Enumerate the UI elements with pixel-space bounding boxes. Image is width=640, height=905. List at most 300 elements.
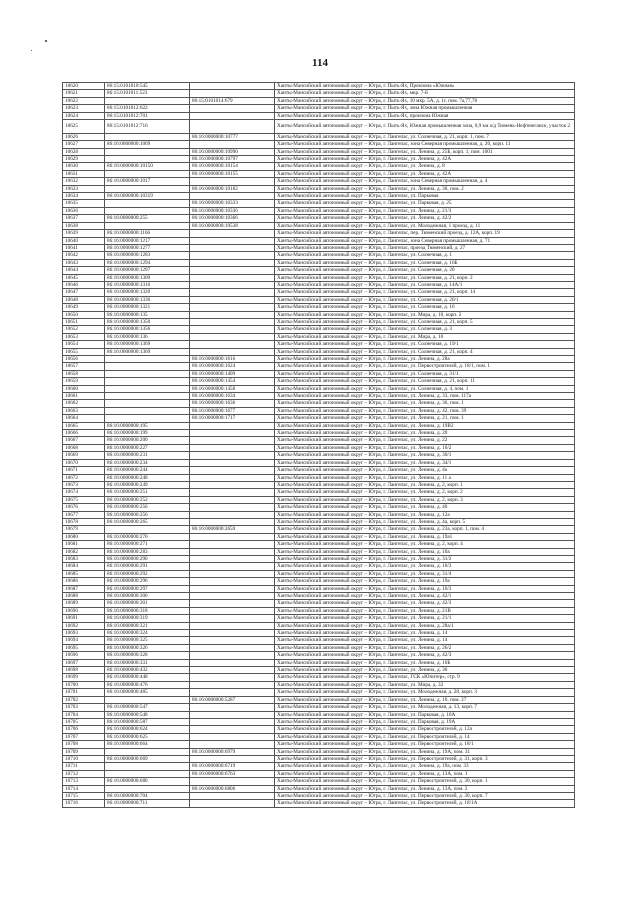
- cadastral-number-premises: [190, 711, 275, 718]
- table-row: [63, 281, 575, 288]
- row-number: 10694: [63, 637, 105, 644]
- address-cell: Ханты-Мансийский автономный округ – Югра, г. Лангепас, ул. Ленина, д. 13А, пом. 2: [275, 785, 575, 792]
- address-cell: Ханты-Мансийский автономный округ – Югра, г. Лангепас, ул. Ленина, д. 21/3: [275, 207, 575, 214]
- table-row: [63, 185, 575, 192]
- address-cell: Ханты-Мансийский автономный округ – Югра, г. Лангепас, ул. Ленина, д. 13А, пом. 1: [275, 770, 575, 777]
- cadastral-number-parcel: 86:16:0000000:1336: [105, 296, 190, 303]
- table-row: [63, 200, 575, 207]
- cadastral-number-premises: 86:16:0000000:1409: [190, 370, 275, 377]
- cadastral-number-parcel: 86:16:0000000:249: [105, 481, 190, 488]
- table-row: [63, 681, 575, 688]
- address-cell: Ханты-Мансийский автономный округ – Югра, г. Пыть-Ях, промзона Южная: [275, 112, 575, 119]
- address-cell: Ханты-Мансийский автономный округ – Югра, г. Лангепас, ул. Первостроителей, д. 30, корп. 7: [275, 792, 575, 799]
- row-number: 10705: [63, 718, 105, 725]
- table-row: [63, 97, 575, 104]
- table-row: [63, 630, 575, 637]
- row-number: 10682: [63, 548, 105, 555]
- address-cell: Ханты-Мансийский автономный округ – Югра, г. Лангепас, зона Северная промышленная, д. 71: [275, 237, 575, 244]
- cadastral-number-premises: 86:16:0000000:10155: [190, 170, 275, 177]
- cadastral-number-premises: [190, 348, 275, 355]
- row-number: 10652: [63, 326, 105, 333]
- table-row: [63, 296, 575, 303]
- address-cell: Ханты-Мансийский автономный округ – Югра, г. Лангепас, ул. Солнечная, д. 20/1: [275, 296, 575, 303]
- cadastral-number-premises: 86:16:0000000:10336: [190, 207, 275, 214]
- cadastral-number-parcel: 86:16:0000000:1320: [105, 289, 190, 296]
- table-row: [63, 792, 575, 799]
- cadastral-number-premises: [190, 622, 275, 629]
- address-cell: Ханты-Мансийский автономный округ – Югра, г. Лангепас, ул. Ленина, д. 19а: [275, 578, 575, 585]
- cadastral-number-premises: [190, 667, 275, 674]
- address-cell: Ханты-Мансийский автономный округ – Югра, г. Лангепас, ул. Ленина, д. 42А: [275, 170, 575, 177]
- row-number: 10634: [63, 193, 105, 200]
- cadastral-number-premises: [190, 244, 275, 251]
- table-row: [63, 541, 575, 548]
- table-row: [63, 252, 575, 259]
- row-number: 10655: [63, 348, 105, 355]
- row-number: 10667: [63, 437, 105, 444]
- cadastral-number-parcel: [105, 363, 190, 370]
- cadastral-number-premises: 86:16:0000000:1458: [190, 385, 275, 392]
- table-row: [63, 311, 575, 318]
- address-cell: Ханты-Мансийский автономный округ – Югра, г. Лангепас, ул. Парковая, д. 19А: [275, 718, 575, 725]
- cadastral-number-parcel: 86:16:0000000:1316: [105, 281, 190, 288]
- address-cell: Ханты-Мансийский автономный округ – Югра, г. Лангепас, ул. Ленина, д. 19а, пом. 33: [275, 763, 575, 770]
- cadastral-number-premises: [190, 659, 275, 666]
- table-row: [63, 193, 575, 200]
- cadastral-number-parcel: 86:16:0000000:1356: [105, 326, 190, 333]
- row-number: 10698: [63, 667, 105, 674]
- row-number: 10716: [63, 800, 105, 807]
- cadastral-number-premises: [190, 555, 275, 562]
- table-row: [63, 489, 575, 496]
- cadastral-number-parcel: 86:16:0000000:680: [105, 778, 190, 785]
- table-row: [63, 407, 575, 414]
- row-number: 10707: [63, 733, 105, 740]
- table-row: [63, 800, 575, 807]
- row-number: 10689: [63, 600, 105, 607]
- address-cell: Ханты-Мансийский автономный округ – Югра, г. Лангепас, ул. Солнечная, д. 21, корп. 4: [275, 348, 575, 355]
- cadastral-number-premises: [190, 496, 275, 503]
- table-row: [63, 244, 575, 251]
- cadastral-number-parcel: 86:16:0000000:318: [105, 607, 190, 614]
- table-row: [63, 578, 575, 585]
- row-number: 10704: [63, 711, 105, 718]
- row-number: 10715: [63, 792, 105, 799]
- cadastral-number-parcel: 86:16:0000000:265: [105, 518, 190, 525]
- address-cell: Ханты-Мансийский автономный округ – Югра, г. Пыть-Ях, Промзона «Южная»: [275, 83, 575, 90]
- row-number: 10628: [63, 148, 105, 155]
- cadastral-number-parcel: [105, 148, 190, 155]
- table-row: [63, 637, 575, 644]
- cadastral-number-parcel: [105, 400, 190, 407]
- row-number: 10669: [63, 452, 105, 459]
- address-cell: Ханты-Мансийский автономный округ – Югра, г. Лангепас, ул. Ленина, д. 10/3: [275, 585, 575, 592]
- table-row: [63, 163, 575, 170]
- cadastral-number-parcel: [105, 97, 190, 104]
- row-number: 10620: [63, 83, 105, 90]
- row-number: 10622: [63, 97, 105, 104]
- cadastral-number-premises: [190, 318, 275, 325]
- row-number: 10647: [63, 289, 105, 296]
- row-number: 10678: [63, 518, 105, 525]
- cadastral-number-parcel: 86:16:0000000:1283: [105, 252, 190, 259]
- row-number: 10713: [63, 778, 105, 785]
- address-cell: Ханты-Мансийский автономный округ – Югра, г. Лангепас, ул. Первостроителей, д. 18/1, пом. 1: [275, 363, 575, 370]
- cadastral-number-premises: 86:16:0000000:1616: [190, 356, 275, 363]
- address-cell: Ханты-Мансийский автономный округ – Югра, г. Лангепас, ул. Парковая: [275, 193, 575, 200]
- address-cell: Ханты-Мансийский автономный округ – Югра, г. Лангепас, ул. Первостроителей, д. 30, корп. 1: [275, 778, 575, 785]
- table-row: [63, 222, 575, 229]
- cadastral-number-parcel: [105, 185, 190, 192]
- cadastral-number-parcel: 86:16:0000000:485: [105, 689, 190, 696]
- address-cell: Ханты-Мансийский автономный округ – Югра, г. Лангепас, ул. Первостроителей, д. 31, корп. 3: [275, 755, 575, 762]
- cadastral-number-parcel: 86:16:0000000:669: [105, 755, 190, 762]
- cadastral-number-parcel: 86:16:0000000:10319: [105, 193, 190, 200]
- row-number: 10702: [63, 696, 105, 703]
- table-row: [63, 112, 575, 119]
- table-row: [63, 504, 575, 511]
- row-number: 10711: [63, 763, 105, 770]
- row-number: 10665: [63, 422, 105, 429]
- row-number: 10714: [63, 785, 105, 792]
- address-cell: Ханты-Мансийский автономный округ – Югра, г. Лангепас, ул. Ленина, д. 12а: [275, 511, 575, 518]
- cadastral-number-premises: 86:16:0000000:6979: [190, 748, 275, 755]
- row-number: 10621: [63, 90, 105, 97]
- row-number: 10658: [63, 370, 105, 377]
- cadastral-number-parcel: 86:16:0000000:291: [105, 563, 190, 570]
- cadastral-number-parcel: 86:16:0000000:325: [105, 637, 190, 644]
- address-cell: Ханты-Мансийский автономный округ – Югра, г. Лангепас, ул. Солнечная, д. 21, корп. 2: [275, 274, 575, 281]
- cadastral-number-premises: 86:16:0000000:10990: [190, 148, 275, 155]
- address-cell: Ханты-Мансийский автономный округ – Югра, г. Лангепас, ул. Ленина, д. 30/1: [275, 452, 575, 459]
- table-row: [63, 755, 575, 762]
- address-cell: Ханты-Мансийский автономный округ – Югра, г. Лангепас, ул. Ленина, д. 20: [275, 430, 575, 437]
- cadastral-number-premises: [190, 83, 275, 90]
- cadastral-number-parcel: 86:16:0000000:1350: [105, 318, 190, 325]
- address-cell: Ханты-Мансийский автономный округ – Югра, г. Лангепас, пер. Тюменский проезд, д. 12А, корп. 19: [275, 230, 575, 237]
- row-number: 10679: [63, 526, 105, 533]
- cadastral-number-parcel: 86:16:0000000:1166: [105, 230, 190, 237]
- address-cell: Ханты-Мансийский автономный округ – Югра, г. Лангепас, ул. Ленина, д. 26/2: [275, 644, 575, 651]
- cadastral-number-premises: 86:16:0000000:1636: [190, 400, 275, 407]
- address-cell: Ханты-Мансийский автономный округ – Югра, г. Лангепас, ул. Ленина, д. 4а, корп. 5: [275, 518, 575, 525]
- cadastral-number-parcel: [105, 370, 190, 377]
- cadastral-number-parcel: 86:16:0000000:248: [105, 474, 190, 481]
- table-row: [63, 148, 575, 155]
- cadastral-number-parcel: [105, 696, 190, 703]
- cadastral-number-parcel: [105, 133, 190, 140]
- address-cell: Ханты-Мансийский автономный округ – Югра, г. Пыть-Ях, Южная промышленная зона, 0,9 км а/д Тюмень-Нефтеюганск, участок 2: [275, 120, 575, 134]
- table-row: [63, 170, 575, 177]
- cadastral-number-premises: [190, 778, 275, 785]
- table-row: [63, 178, 575, 185]
- address-cell: Ханты-Мансийский автономный округ – Югра, г. Лангепас, ул. Молодежная, д. 28, корп. 3: [275, 689, 575, 696]
- table-row: [63, 90, 575, 97]
- cadastral-number-parcel: 86:16:0000000:256: [105, 504, 190, 511]
- cadastral-number-parcel: 86:16:0000000:1297: [105, 267, 190, 274]
- address-cell: Ханты-Мансийский автономный округ – Югра, г. Лангепас, ул. Ленина, д. 10а: [275, 548, 575, 555]
- address-cell: Ханты-Мансийский автономный округ – Югра, г. Лангепас, ул. Ленина, д. 19а1: [275, 533, 575, 540]
- cadastral-number-premises: 86:16:0000000:10182: [190, 185, 275, 192]
- cadastral-number-premises: [190, 193, 275, 200]
- cadastral-number-parcel: 86:16:0000000:135: [105, 311, 190, 318]
- address-cell: Ханты-Мансийский автономный округ – Югра, г. Лангепас, ул. Первостроителей, д. 14: [275, 733, 575, 740]
- address-cell: Ханты-Мансийский автономный округ – Югра, г. Лангепас, зона Северная промышленная, д. 20, корп. 11: [275, 141, 575, 148]
- address-cell: Ханты-Мансийский автономный округ – Югра, г. Лангепас, ул. Ленина, д. 14: [275, 630, 575, 637]
- row-number: 10639: [63, 230, 105, 237]
- address-cell: Ханты-Мансийский автономный округ – Югра, г. Лангепас, ул. Первостроителей, д. 18/1: [275, 741, 575, 748]
- cadastral-number-premises: 86:16:0000000:5287: [190, 696, 275, 703]
- cadastral-number-parcel: [105, 763, 190, 770]
- cadastral-number-premises: [190, 341, 275, 348]
- cadastral-number-premises: 86:16:0000000:6719: [190, 763, 275, 770]
- table-row: [63, 141, 575, 148]
- table-row: [63, 593, 575, 600]
- table-row: [63, 430, 575, 437]
- address-cell: Ханты-Мансийский автономный округ – Югра, г. Пыть-Ях, мкр. 7-й: [275, 90, 575, 97]
- address-cell: Ханты-Мансийский автономный округ – Югра, г. Лангепас, ул. Ленина, д. 28а/1: [275, 622, 575, 629]
- cadastral-number-parcel: 86:16:0000000:1217: [105, 237, 190, 244]
- table-row: [63, 555, 575, 562]
- row-number: 10692: [63, 622, 105, 629]
- address-cell: Ханты-Мансийский автономный округ – Югра, г. Лангепас, ул. Молодежная, д. 13, корп. 7: [275, 704, 575, 711]
- cadastral-number-parcel: 86:16:0000000:587: [105, 718, 190, 725]
- cadastral-number-premises: [190, 437, 275, 444]
- cadastral-number-premises: [190, 733, 275, 740]
- table-row: [63, 622, 575, 629]
- address-cell: Ханты-Мансийский автономный округ – Югра, г. Лангепас, ул. Ленина, д. 31/4: [275, 570, 575, 577]
- address-cell: Ханты-Мансийский автономный округ – Югра, г. Лангепас, ул. Ленина, д. 42/2: [275, 215, 575, 222]
- table-row: [63, 105, 575, 112]
- cadastral-number-premises: [190, 518, 275, 525]
- address-cell: Ханты-Мансийский автономный округ – Югра, г. Лангепас, ул. Ленина, д. 19В2: [275, 422, 575, 429]
- row-number: 10635: [63, 200, 105, 207]
- row-number: 10693: [63, 630, 105, 637]
- row-number: 10674: [63, 489, 105, 496]
- cadastral-number-parcel: 86:15:0101010:545: [105, 83, 190, 90]
- row-number: 10630: [63, 163, 105, 170]
- cadastral-number-premises: [190, 489, 275, 496]
- cadastral-number-premises: [190, 755, 275, 762]
- cadastral-number-parcel: 86:15:0101011:523: [105, 90, 190, 97]
- address-cell: Ханты-Мансийский автономный округ – Югра, г. Лангепас, ул. Ленина, д. 2, корп. 1: [275, 481, 575, 488]
- table-row: [63, 770, 575, 777]
- page-number: 114: [312, 57, 328, 69]
- cadastral-number-premises: [190, 422, 275, 429]
- address-cell: Ханты-Мансийский автономный округ – Югра, г. Лангепас, ул. Ленина, д. 42, пом. 39: [275, 407, 575, 414]
- cadastral-number-premises: 86:15:0101014:679: [190, 97, 275, 104]
- table-row: [63, 644, 575, 651]
- address-cell: Ханты-Мансийский автономный округ – Югра, г. Лангепас, ул. Ленина, д. 21В: [275, 607, 575, 614]
- row-number: 10701: [63, 689, 105, 696]
- address-cell: Ханты-Мансийский автономный округ – Югра, г. Лангепас, ул. Мира, д. 32: [275, 681, 575, 688]
- cadastral-number-parcel: 86:16:0000000:326: [105, 644, 190, 651]
- cadastral-number-premises: [190, 741, 275, 748]
- cadastral-number-parcel: 86:16:0000000:301: [105, 600, 190, 607]
- table-row: [63, 652, 575, 659]
- address-cell: Ханты-Мансийский автономный округ – Югра, г. Лангепас, ул. Мира, д. 10, корп. 2: [275, 311, 575, 318]
- table-row: [63, 459, 575, 466]
- table-row: [63, 526, 575, 533]
- cadastral-number-premises: [190, 112, 275, 119]
- cadastral-number-premises: [190, 630, 275, 637]
- cadastral-number-parcel: 86:16:0000000:227: [105, 444, 190, 451]
- table-row: [63, 748, 575, 755]
- cadastral-number-premises: [190, 326, 275, 333]
- cadastral-number-parcel: 86:16:0000000:252: [105, 496, 190, 503]
- address-cell: Ханты-Мансийский автономный округ – Югра, г. Лангепас, ул. Ленина, д. 31/2: [275, 555, 575, 562]
- address-cell: Ханты-Мансийский автономный округ – Югра, г. Лангепас, ул. Ленина, д. 4а: [275, 467, 575, 474]
- address-cell: Ханты-Мансийский автономный округ – Югра, г. Пыть-Ях, 10 мкр. 5А, д. 1г, пом. 7а,77,78: [275, 97, 575, 104]
- table-row: [63, 207, 575, 214]
- row-number: 10649: [63, 304, 105, 311]
- table-row: [63, 474, 575, 481]
- address-cell: Ханты-Мансийский автономный округ – Югра, г. Лангепас, ул. Ленина, д. 10, пом. 27: [275, 696, 575, 703]
- cadastral-number-parcel: 86:16:0000000:256: [105, 511, 190, 518]
- cadastral-number-parcel: 86:15:0101012:622: [105, 105, 190, 112]
- address-cell: Ханты-Мансийский автономный округ – Югра, г. Лангепас, ул. Солнечная, д. 3: [275, 326, 575, 333]
- address-cell: Ханты-Мансийский автономный округ – Югра, г. Лангепас, ул. Ленина, д. 36, пом. 1: [275, 400, 575, 407]
- cadastral-number-premises: [190, 311, 275, 318]
- address-cell: Ханты-Мансийский автономный округ – Югра, г. Лангепас, зона Северная промышленная, д. 4: [275, 178, 575, 185]
- cadastral-number-parcel: 86:16:0000000:1309: [105, 274, 190, 281]
- cadastral-number-parcel: [105, 415, 190, 422]
- row-number: 10662: [63, 400, 105, 407]
- cadastral-number-parcel: 86:16:0000000:199: [105, 430, 190, 437]
- cadastral-number-parcel: 86:16:0000000:331: [105, 659, 190, 666]
- address-cell: Ханты-Мансийский автономный округ – Югра, г. Лангепас, ул. Ленина, д. 8: [275, 163, 575, 170]
- row-number: 10627: [63, 141, 105, 148]
- cadastral-number-premises: [190, 726, 275, 733]
- table-row: [63, 318, 575, 325]
- address-cell: Ханты-Мансийский автономный округ – Югра, г. Лангепас, ул. Ленина, д. 23а, корп. 1, пом. 4: [275, 526, 575, 533]
- cadastral-number-premises: [190, 237, 275, 244]
- cadastral-number-premises: [190, 511, 275, 518]
- cadastral-number-parcel: 86:16:0000000:255: [105, 215, 190, 222]
- table-row: [63, 230, 575, 237]
- address-cell: Ханты-Мансийский автономный округ – Югра, г. Лангепас, ул. Солнечная, д. 16Б: [275, 259, 575, 266]
- cadastral-number-premises: [190, 570, 275, 577]
- row-number: 10690: [63, 607, 105, 614]
- cadastral-number-premises: 86:16:0000000:1717: [190, 415, 275, 422]
- table-row: [63, 659, 575, 666]
- table-row: [63, 704, 575, 711]
- table-row: [63, 356, 575, 363]
- address-cell: Ханты-Мансийский автономный округ – Югра, г. Лангепас, ул. Солнечная, д. 21, корп. 5: [275, 318, 575, 325]
- row-number: 10642: [63, 252, 105, 259]
- address-cell: Ханты-Мансийский автономный округ – Югра, г. Лангепас, ул. Ленина, д. 10/3: [275, 563, 575, 570]
- row-number: 10626: [63, 133, 105, 140]
- address-cell: Ханты-Мансийский автономный округ – Югра, г. Лангепас, ул. Солнечная, д. 21, корп. 14: [275, 289, 575, 296]
- cadastral-number-parcel: 86:16:0000000:448: [105, 674, 190, 681]
- address-cell: Ханты-Мансийский автономный округ – Югра, г. Лангепас, ул. Ленина, д. 34/1: [275, 459, 575, 466]
- table-row: [63, 733, 575, 740]
- row-number: 10629: [63, 156, 105, 163]
- cadastral-number-parcel: [105, 170, 190, 177]
- cadastral-number-premises: [190, 792, 275, 799]
- row-number: 10640: [63, 237, 105, 244]
- table-row: [63, 741, 575, 748]
- cadastral-number-premises: [190, 105, 275, 112]
- table-row: [63, 267, 575, 274]
- address-cell: Ханты-Мансийский автономный округ – Югра, г. Лангепас, ул. Солнечная, д. 21, корп. 1, пом. 7: [275, 133, 575, 140]
- cadastral-number-premises: [190, 681, 275, 688]
- cadastral-number-premises: [190, 504, 275, 511]
- cadastral-number-premises: 86:16:0000000:10154: [190, 163, 275, 170]
- cadastral-number-parcel: [105, 156, 190, 163]
- cadastral-number-parcel: [105, 378, 190, 385]
- cadastral-number-premises: [190, 333, 275, 340]
- table-row: [63, 415, 575, 422]
- row-number: 10675: [63, 496, 105, 503]
- row-number: 10695: [63, 644, 105, 651]
- address-cell: Ханты-Мансийский автономный округ – Югра, г. Лангепас, ул. Ленина, д. 21/1: [275, 615, 575, 622]
- cadastral-number-premises: 86:16:0000000:10538: [190, 222, 275, 229]
- table-row: [63, 120, 575, 134]
- row-number: 10703: [63, 704, 105, 711]
- cadastral-number-premises: [190, 252, 275, 259]
- row-number: 10625: [63, 120, 105, 134]
- cadastral-number-premises: [190, 563, 275, 570]
- row-number: 10638: [63, 222, 105, 229]
- table-row: [63, 274, 575, 281]
- row-number: 10651: [63, 318, 105, 325]
- table-row: [63, 785, 575, 792]
- table-row: [63, 348, 575, 355]
- row-number: 10648: [63, 296, 105, 303]
- address-cell: Ханты-Мансийский автономный округ – Югра, г. Лангепас, ул. Ленина, д. 21, пом. 1: [275, 415, 575, 422]
- table-row: [63, 533, 575, 540]
- cadastral-number-parcel: 86:16:0000000:664: [105, 741, 190, 748]
- row-number: 10664: [63, 415, 105, 422]
- address-cell: Ханты-Мансийский автономный округ – Югра, г. Лангепас, ул. Ленина, д. 36: [275, 667, 575, 674]
- address-cell: Ханты-Мансийский автономный округ – Югра, г. Лангепас, ул. Ленина, д. 28а: [275, 356, 575, 363]
- cadastral-number-parcel: 86:16:0000000:1069: [105, 141, 190, 148]
- cadastral-number-parcel: [105, 200, 190, 207]
- cadastral-number-parcel: 86:16:0000000:1294: [105, 259, 190, 266]
- table-row: [63, 326, 575, 333]
- row-number: 10653: [63, 333, 105, 340]
- address-cell: Ханты-Мансийский автономный округ – Югра, г. Лангепас, проезд Тюменский, д. 27: [275, 244, 575, 251]
- cadastral-number-premises: [190, 467, 275, 474]
- cadastral-number-premises: [190, 481, 275, 488]
- row-number: 10644: [63, 267, 105, 274]
- table-row: [63, 696, 575, 703]
- cadastral-number-parcel: 86:16:0000000:271: [105, 541, 190, 548]
- table-row: [63, 607, 575, 614]
- cadastral-number-parcel: 86:16:0000000:300: [105, 593, 190, 600]
- cadastral-number-parcel: 86:16:0000000:283: [105, 548, 190, 555]
- cadastral-number-premises: [190, 259, 275, 266]
- cadastral-number-parcel: [105, 393, 190, 400]
- cadastral-number-parcel: 86:16:0000000:270: [105, 533, 190, 540]
- cadastral-number-parcel: [105, 407, 190, 414]
- cadastral-number-premises: [190, 689, 275, 696]
- address-cell: Ханты-Мансийский автономный округ – Югра, г. Лангепас, ул. Парковая, д. 10А: [275, 711, 575, 718]
- address-cell: Ханты-Мансийский автономный округ – Югра, г. Лангепас, ул. Солнечная, д. 21, корп. 11: [275, 378, 575, 385]
- cadastral-number-parcel: 86:16:0000000:321: [105, 622, 190, 629]
- address-cell: Ханты-Мансийский автономный округ – Югра, г. Лангепас, ул. Солнечная, д. 14А/1: [275, 281, 575, 288]
- cadastral-number-parcel: 86:16:0000000:624: [105, 726, 190, 733]
- row-number: 10668: [63, 444, 105, 451]
- table-row: [63, 585, 575, 592]
- address-cell: Ханты-Мансийский автономный округ – Югра, г. Лангепас, ул. Ленина, д. 14: [275, 637, 575, 644]
- row-number: 10677: [63, 511, 105, 518]
- cadastral-number-parcel: [105, 526, 190, 533]
- row-number: 10673: [63, 481, 105, 488]
- cadastral-number-premises: [190, 585, 275, 592]
- cadastral-number-parcel: 86:16:0000000:244: [105, 467, 190, 474]
